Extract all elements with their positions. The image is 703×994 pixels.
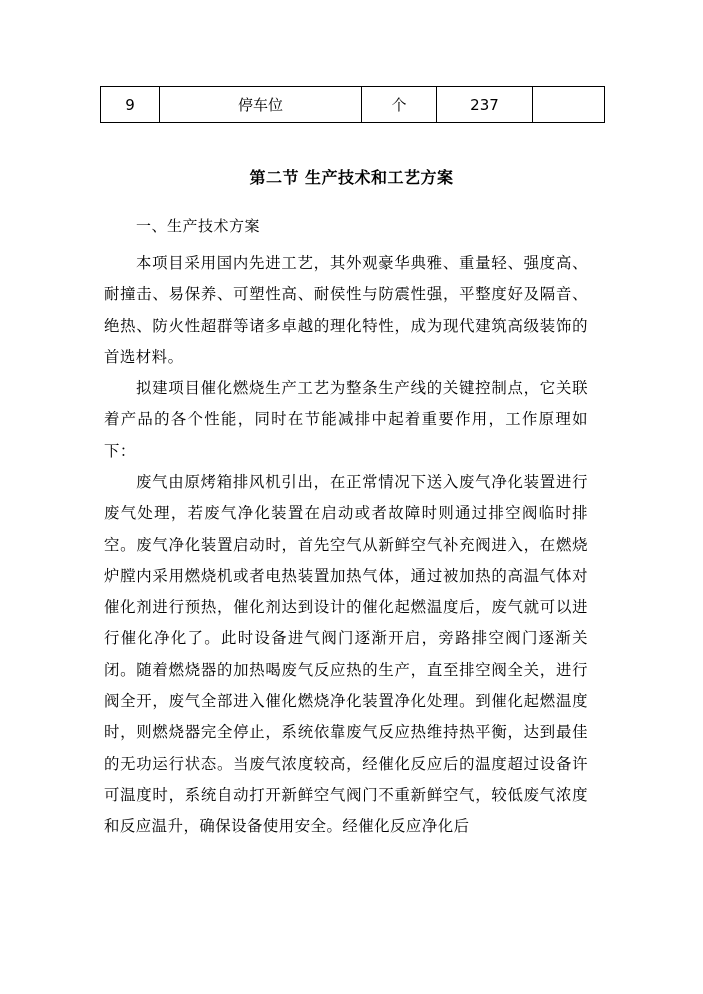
- item-name-cell: 停车位: [160, 87, 362, 123]
- note-cell: [533, 87, 605, 123]
- paragraph-process-overview: 拟建项目催化燃烧生产工艺为整条生产线的关键控制点，它关联着产品的各个性能，同时在节能减排中起着重要作用，工作原理如下：: [104, 379, 588, 460]
- paragraph-working-principle: 废气由原烤箱排风机引出，在正常情况下送入废气净化装置进行废气处理，若废气净化装置在启动或者故障时则通过排空阀临时排空。废气净化装置启动时，首先空气从新鲜空气补充阀进入，在燃烧炉膛内采用燃烧机或者电热装置加热气体，通过被加热的高温气体对催化剂进行预热，催化剂达到设计的催化起燃温度后，废气就可以进行催化净化了。此时设备进气阀门逐渐开启，旁路排空阀门逐渐关闭。随着燃烧器的加热喝废气反应热的生产，直至排空阀全关，进行阀全开，废气全部进入催化燃烧净化装置净化处理。到催化起燃温度时，则燃烧器完全停止，系统依靠废气反应热维持热平衡，达到最佳的无功运行状态。当废气浓度较高，经催化反应后的温度超过设备许可温度时，系统自动打开新鲜空气阀门不重新鲜空气，较低废气浓度和反应温升，确保设备使用安全。经催化反应净化后: [104, 473, 588, 836]
- facility-table: [100, 86, 605, 123]
- subsection-heading: 一、生产技术方案: [136, 217, 261, 235]
- table-row: [101, 87, 605, 123]
- unit-cell: 个: [362, 87, 437, 123]
- row-number-cell: 9: [101, 87, 160, 123]
- section-title: 第二节 生产技术和工艺方案: [249, 168, 454, 187]
- paragraph-product-intro: 本项目采用国内先进工艺，其外观豪华典雅、重量轻、强度高、耐撞击、易保养、可塑性高、耐侯性与防震性强，平整度好及隔音、绝热、防火性超群等诸多卓越的理化特性，成为现代建筑高级装饰的首选材料。: [104, 254, 588, 366]
- quantity-cell: 237: [437, 87, 533, 123]
